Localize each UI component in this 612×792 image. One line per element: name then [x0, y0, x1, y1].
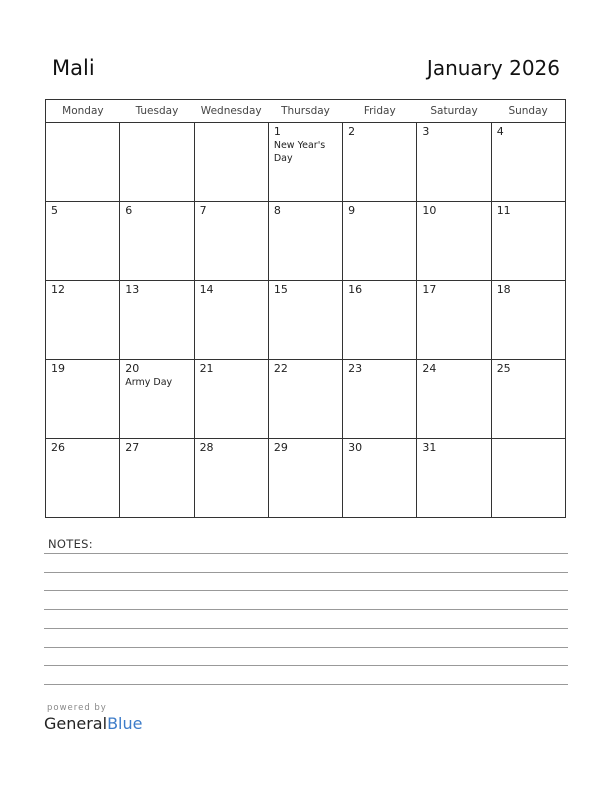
day-cell	[46, 439, 120, 518]
day-cell	[417, 360, 491, 439]
note-line	[44, 609, 568, 610]
day-cell	[194, 123, 268, 202]
day-number: 21	[199, 362, 214, 375]
day-cell	[491, 123, 565, 202]
weekday-thursday: Thursday	[268, 100, 342, 123]
day-cell	[268, 202, 342, 281]
day-number: 19	[51, 362, 65, 375]
day-cell	[120, 123, 194, 202]
day-cell	[268, 281, 342, 360]
day-number: 12	[51, 283, 65, 296]
country-title: Mali	[52, 56, 95, 80]
day-cell	[343, 439, 417, 518]
day-number: 26	[51, 441, 65, 454]
weekday-header-row	[46, 100, 566, 123]
weekday-wednesday: Wednesday	[194, 100, 268, 123]
note-line	[44, 590, 568, 591]
note-line	[44, 684, 568, 685]
day-number: 15	[273, 283, 288, 296]
day-number: 20	[125, 362, 140, 375]
holiday-label: Army Day	[125, 377, 173, 388]
note-line	[44, 665, 568, 666]
note-line	[44, 628, 568, 629]
day-cell	[120, 281, 194, 360]
day-number: 23	[348, 362, 363, 375]
day-cell	[120, 202, 194, 281]
day-cell	[268, 123, 342, 202]
day-cell	[491, 281, 565, 360]
day-number: 25	[496, 362, 511, 375]
day-cell	[194, 360, 268, 439]
brand-general: General	[44, 714, 108, 733]
powered-by-text: powered by	[47, 703, 107, 713]
day-number: 7	[199, 204, 207, 217]
holiday-label: New Year's Day	[273, 140, 326, 164]
day-cell	[194, 439, 268, 518]
day-cell	[194, 281, 268, 360]
week-row	[46, 202, 566, 281]
day-cell	[491, 439, 565, 518]
week-row	[46, 360, 566, 439]
day-number: 28	[199, 441, 214, 454]
day-number: 29	[273, 441, 288, 454]
day-cell	[343, 202, 417, 281]
day-number: 11	[496, 204, 511, 217]
day-number: 5	[51, 204, 58, 217]
day-cell	[194, 202, 268, 281]
day-cell	[46, 123, 120, 202]
day-cell	[46, 281, 120, 360]
brand-name	[44, 714, 142, 733]
day-cell	[417, 439, 491, 518]
day-number: 3	[422, 125, 430, 138]
day-number: 14	[199, 283, 214, 296]
month-year-title: January 2026	[426, 56, 560, 80]
week-row	[46, 123, 566, 202]
day-number: 9	[348, 204, 356, 217]
day-cell	[46, 360, 120, 439]
day-number: 17	[422, 283, 437, 296]
day-number: 27	[125, 441, 140, 454]
day-cell	[120, 439, 194, 518]
day-number: 1	[273, 125, 281, 138]
day-number: 31	[422, 441, 437, 454]
day-cell	[120, 360, 194, 439]
day-number: 10	[422, 204, 437, 217]
weekday-tuesday: Tuesday	[120, 100, 194, 123]
brand-blue: Blue	[107, 714, 143, 733]
weekday-sunday: Sunday	[491, 100, 565, 123]
note-line	[44, 572, 568, 573]
day-number: 18	[496, 283, 511, 296]
day-number: 13	[125, 283, 140, 296]
day-cell	[46, 202, 120, 281]
weekday-monday: Monday	[46, 100, 120, 123]
day-number: 22	[273, 362, 288, 375]
day-cell	[268, 360, 342, 439]
day-cell	[491, 202, 565, 281]
day-cell	[417, 202, 491, 281]
day-cell	[417, 281, 491, 360]
weekday-friday: Friday	[343, 100, 417, 123]
day-cell	[343, 123, 417, 202]
day-number: 30	[348, 441, 363, 454]
week-row	[46, 281, 566, 360]
calendar-grid	[45, 99, 566, 518]
day-number: 16	[348, 283, 363, 296]
day-number: 8	[273, 204, 281, 217]
brand-logo	[44, 703, 142, 733]
week-row	[46, 439, 566, 518]
day-cell	[343, 281, 417, 360]
day-cell	[343, 360, 417, 439]
notes-label: NOTES:	[48, 537, 93, 551]
day-number: 24	[422, 362, 437, 375]
day-cell	[417, 123, 491, 202]
day-number: 4	[496, 125, 504, 138]
day-cell	[491, 360, 565, 439]
note-line	[44, 647, 568, 648]
note-line	[44, 553, 568, 554]
day-cell	[268, 439, 342, 518]
weekday-saturday: Saturday	[417, 100, 491, 123]
day-number: 2	[348, 125, 356, 138]
day-number: 6	[125, 204, 133, 217]
